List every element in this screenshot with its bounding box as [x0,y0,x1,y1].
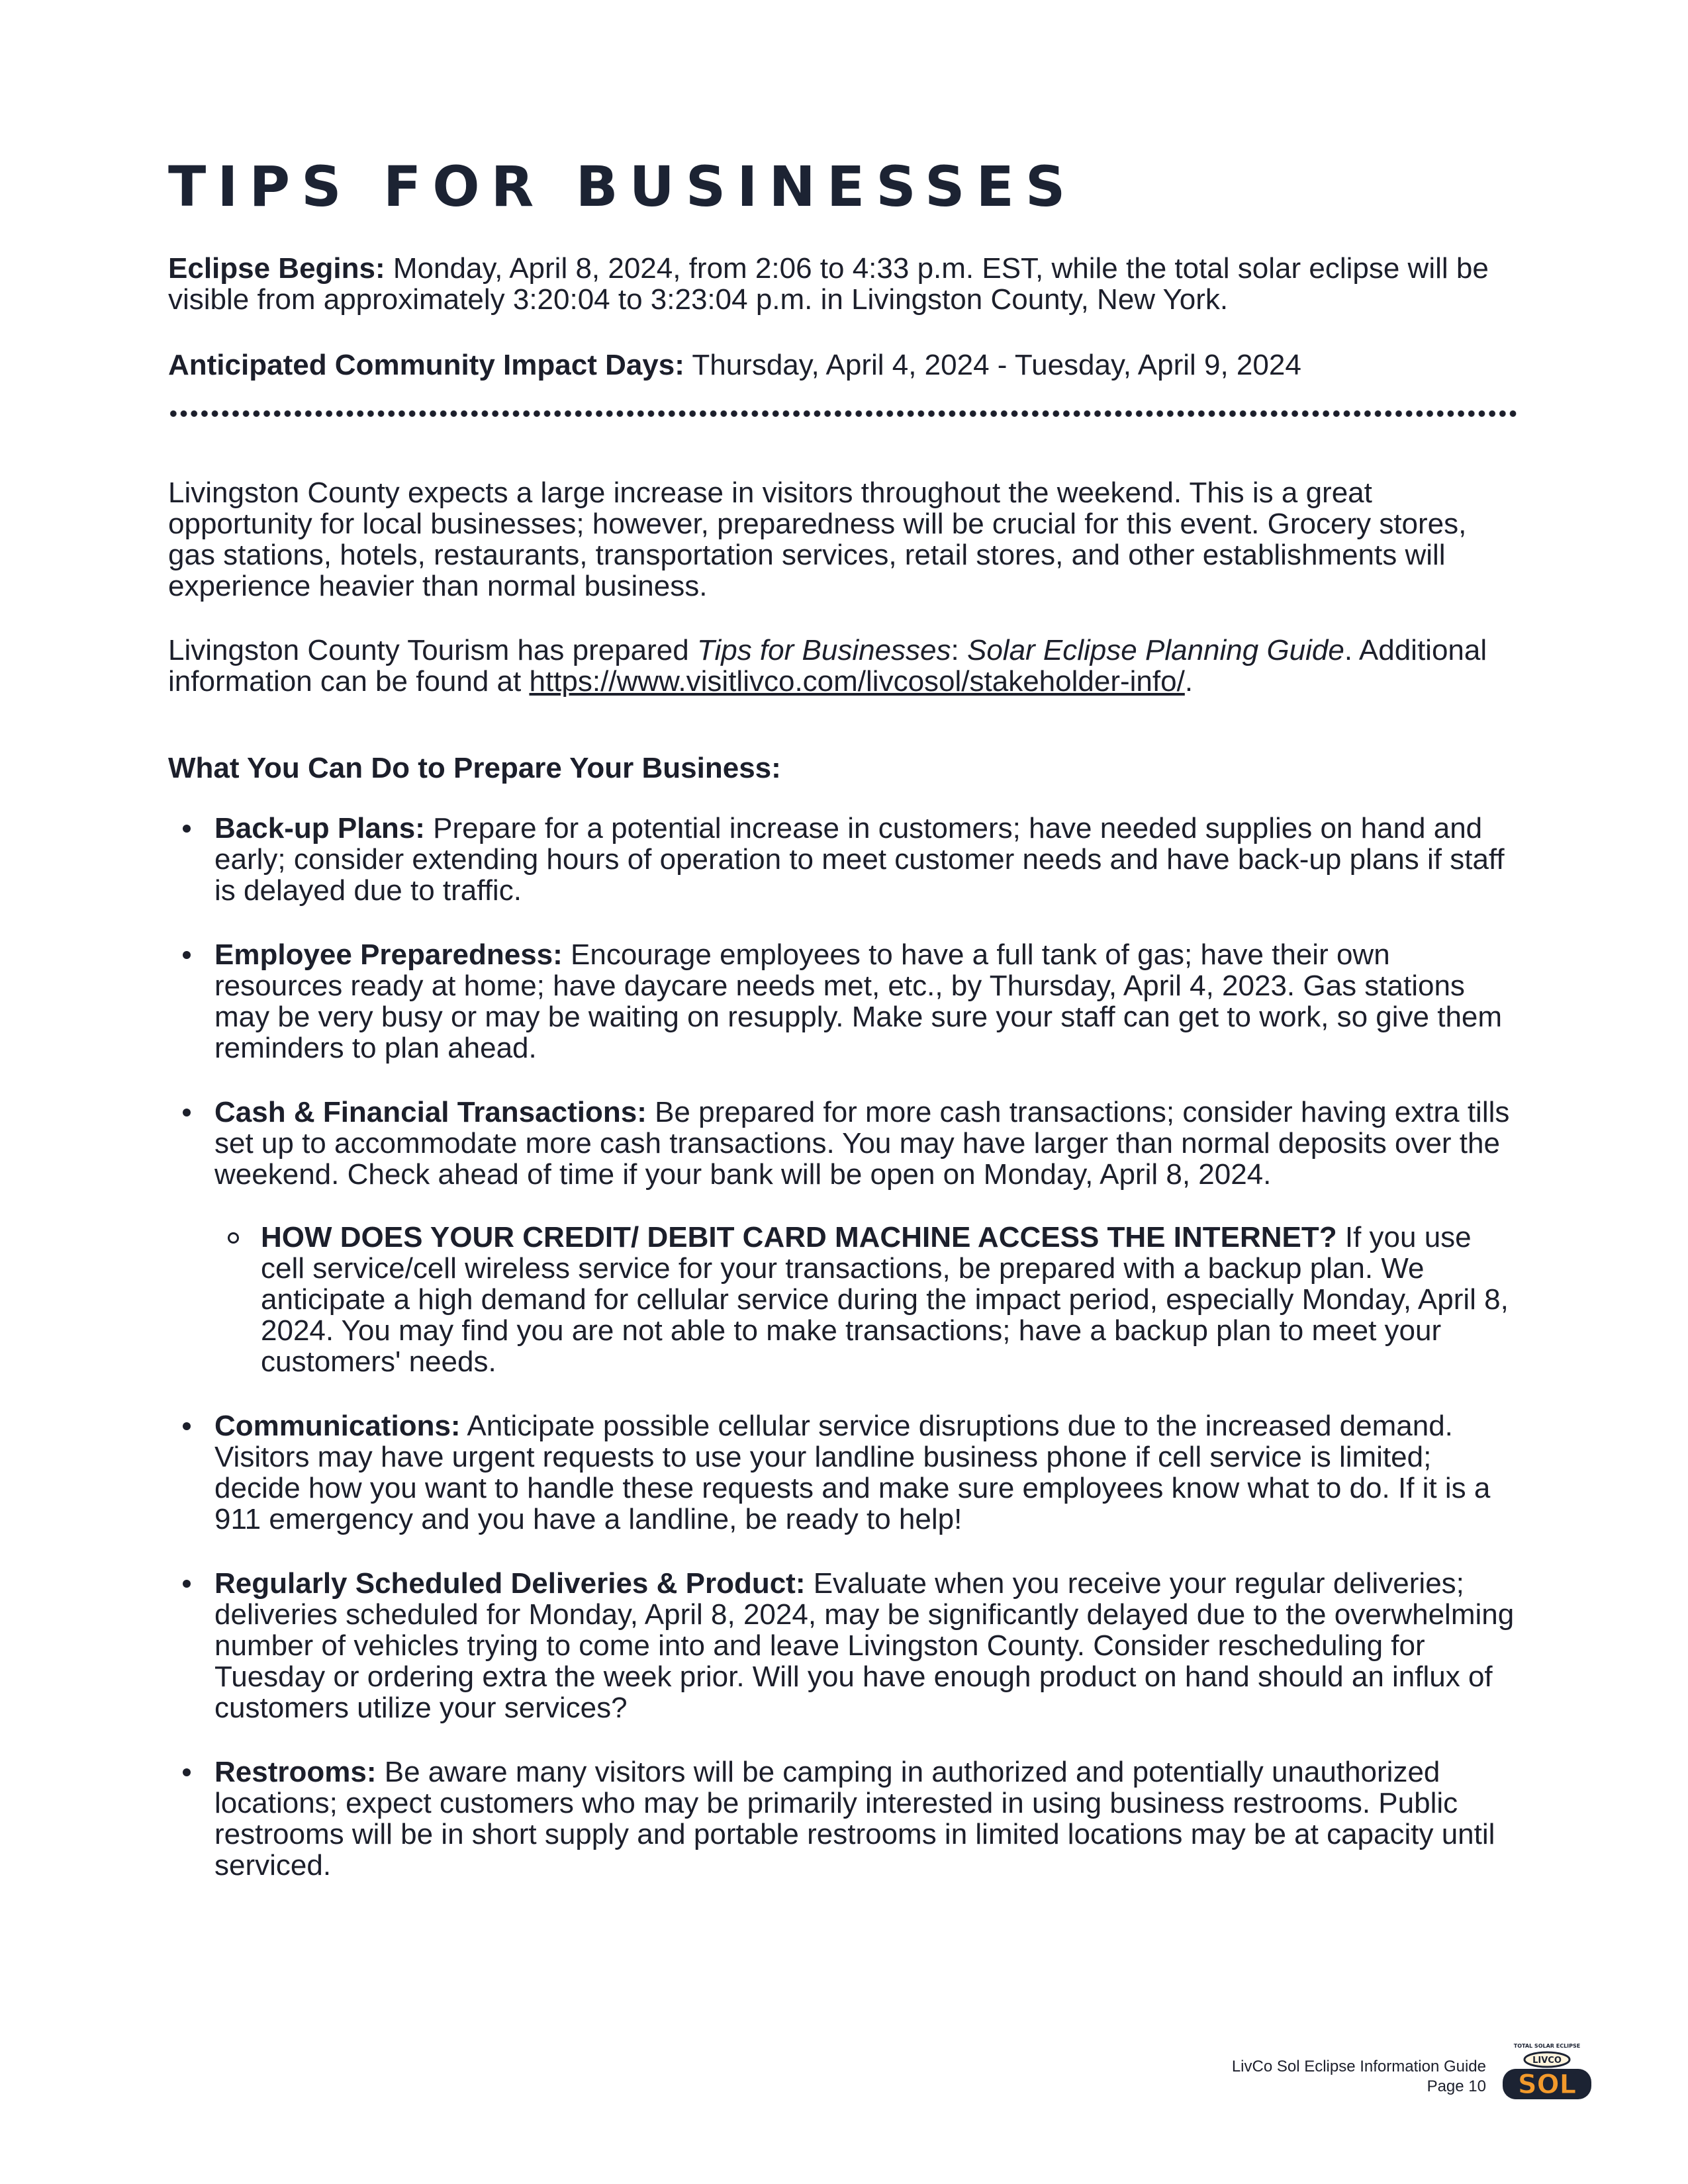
intro-paragraph-2: Livingston County Tourism has prepared Tips for Businesses: Solar Eclipse Planning Guide. Additional information can be found at https://www.visitlivco.com/livcosol/stakeholder-info/. [168,634,1487,698]
list-item-label: Restrooms: [214,1756,377,1788]
list-item-label: Employee Preparedness: [214,938,563,971]
list-item-backup-plans [168,813,1519,906]
list-item-label: Regularly Scheduled Deliveries & Product: [214,1567,806,1600]
footer-guide-title: LivCo Sol Eclipse Information Guide [1231,2058,1486,2075]
eclipse-begins [168,253,1519,315]
list-item-text: Encourage employees to have a full tank of gas; have their own resources ready at home; have daycare needs met, etc., by Thursday, April 4, 2023. Gas stations may be very busy or may be waiting on resupply. Make sure your staff can get to work, so give them reminders to plan ahead. [214,938,1503,1064]
list-item-label: Cash & Financial Transactions: [214,1096,647,1128]
dotted-divider [168,407,1519,420]
list-item-text: Prepare for a potential increase in customers; have needed supplies on hand and early; consider extending hours of operation to meet customer needs and have back-up plans if staff is delayed due to traffic. [214,812,1505,907]
list-item-cash-financial [168,1097,1519,1377]
logo-mid-text: LIVCO [1532,2056,1562,2066]
impact-days [168,349,1519,381]
list-item-deliveries [168,1568,1519,1723]
logo-top-text: TOTAL SOLAR ECLIPSE [1513,2043,1581,2049]
list-item-label: Back-up Plans: [214,812,425,844]
sub-list-item-label: HOW DOES YOUR CREDIT/ DEBIT CARD MACHINE ACCESS THE INTERNET? [261,1221,1337,1253]
list-item-communications [168,1410,1519,1535]
list-item-employee-preparedness [168,939,1519,1064]
page-title: TIPS FOR BUSINESSES [168,154,1077,219]
impact-days-text: Thursday, April 4, 2024 - Tuesday, April 9, 2024 [692,349,1301,381]
eclipse-begins-label: Eclipse Begins: [168,252,385,285]
prep-heading: What You Can Do to Prepare Your Business: [168,752,781,784]
sub-list-item-card-machine [214,1222,1519,1377]
sub-list-item-text: If you use cell service/cell wireless service for your transactions, be prepared with a backup plan. We anticipate a high demand for cellular service during the impact period, especially Monday, April 8, 2024. You may find you are not able to make transactions; have a backup plan to meet your customers' needs. [261,1221,1509,1378]
list-item-text: Be prepared for more cash transactions; consider having extra tills set up to accommodate more cash transactions. You may have larger than normal deposits over the weekend. Check ahead of time if your bank will be open on Monday, April 8, 2024. [214,1096,1510,1191]
list-item-text: Be aware many visitors will be camping in authorized and potentially unauthorized locations; expect customers who may be primarily interested in using business restrooms. Public restrooms will be in short supply and portable restrooms in limited locations may be at capacity until serviced. [214,1756,1495,1882]
intro-paragraph-1: Livingston County expects a large increase in visitors throughout the weekend. This is a great opportunity for local businesses; however, preparedness will be crucial for this event. Grocery stores, gas stations, hotels, restaurants, transportation services, retail stores, and other establishments will experience heavier than normal business. [168,477,1467,602]
page-footer [1232,2057,1486,2097]
footer-page-number: Page 10 [1427,2077,1486,2095]
prep-list [168,813,1519,1881]
page-content [168,154,1519,1914]
guide-title-a: Tips for Businesses [696,634,951,666]
eclipse-begins-text: Monday, April 8, 2024, from 2:06 to 4:33 p.m. EST, while the total solar eclipse will be visible from approximately 3:20:04 to 3:23:04 p.m. in Livingston County, New York. [168,252,1489,316]
logo-main-text: SOL [1517,2070,1577,2100]
list-item-text: Anticipate possible cellular service disruptions due to the increased demand. Visitors may have urgent requests to use your landline business phone if cell service is limited; decide how you want to handle these requests and make sure employees know what to do. If it is a 911 emergency and you have a landline, be ready to help! [214,1410,1491,1535]
livco-sol-logo [1497,2040,1597,2102]
sub-list [214,1222,1519,1377]
list-item-text: Evaluate when you receive your regular deliveries; deliveries scheduled for Monday, April 8, 2024, may be significantly delayed due to the overwhelming number of vehicles trying to come into and leave Livingston County. Consider rescheduling for Tuesday or ordering extra the week prior. Will you have enough product on hand should an influx of customers utilize your services? [214,1567,1515,1724]
list-item-label: Communications: [214,1410,461,1442]
impact-days-label: Anticipated Community Impact Days: [168,349,684,381]
stakeholder-info-link[interactable]: https://www.visitlivco.com/livcosol/stakeholder-info/ [529,665,1185,698]
list-item-restrooms [168,1756,1519,1881]
guide-title-b: Solar Eclipse Planning Guide [966,634,1344,666]
